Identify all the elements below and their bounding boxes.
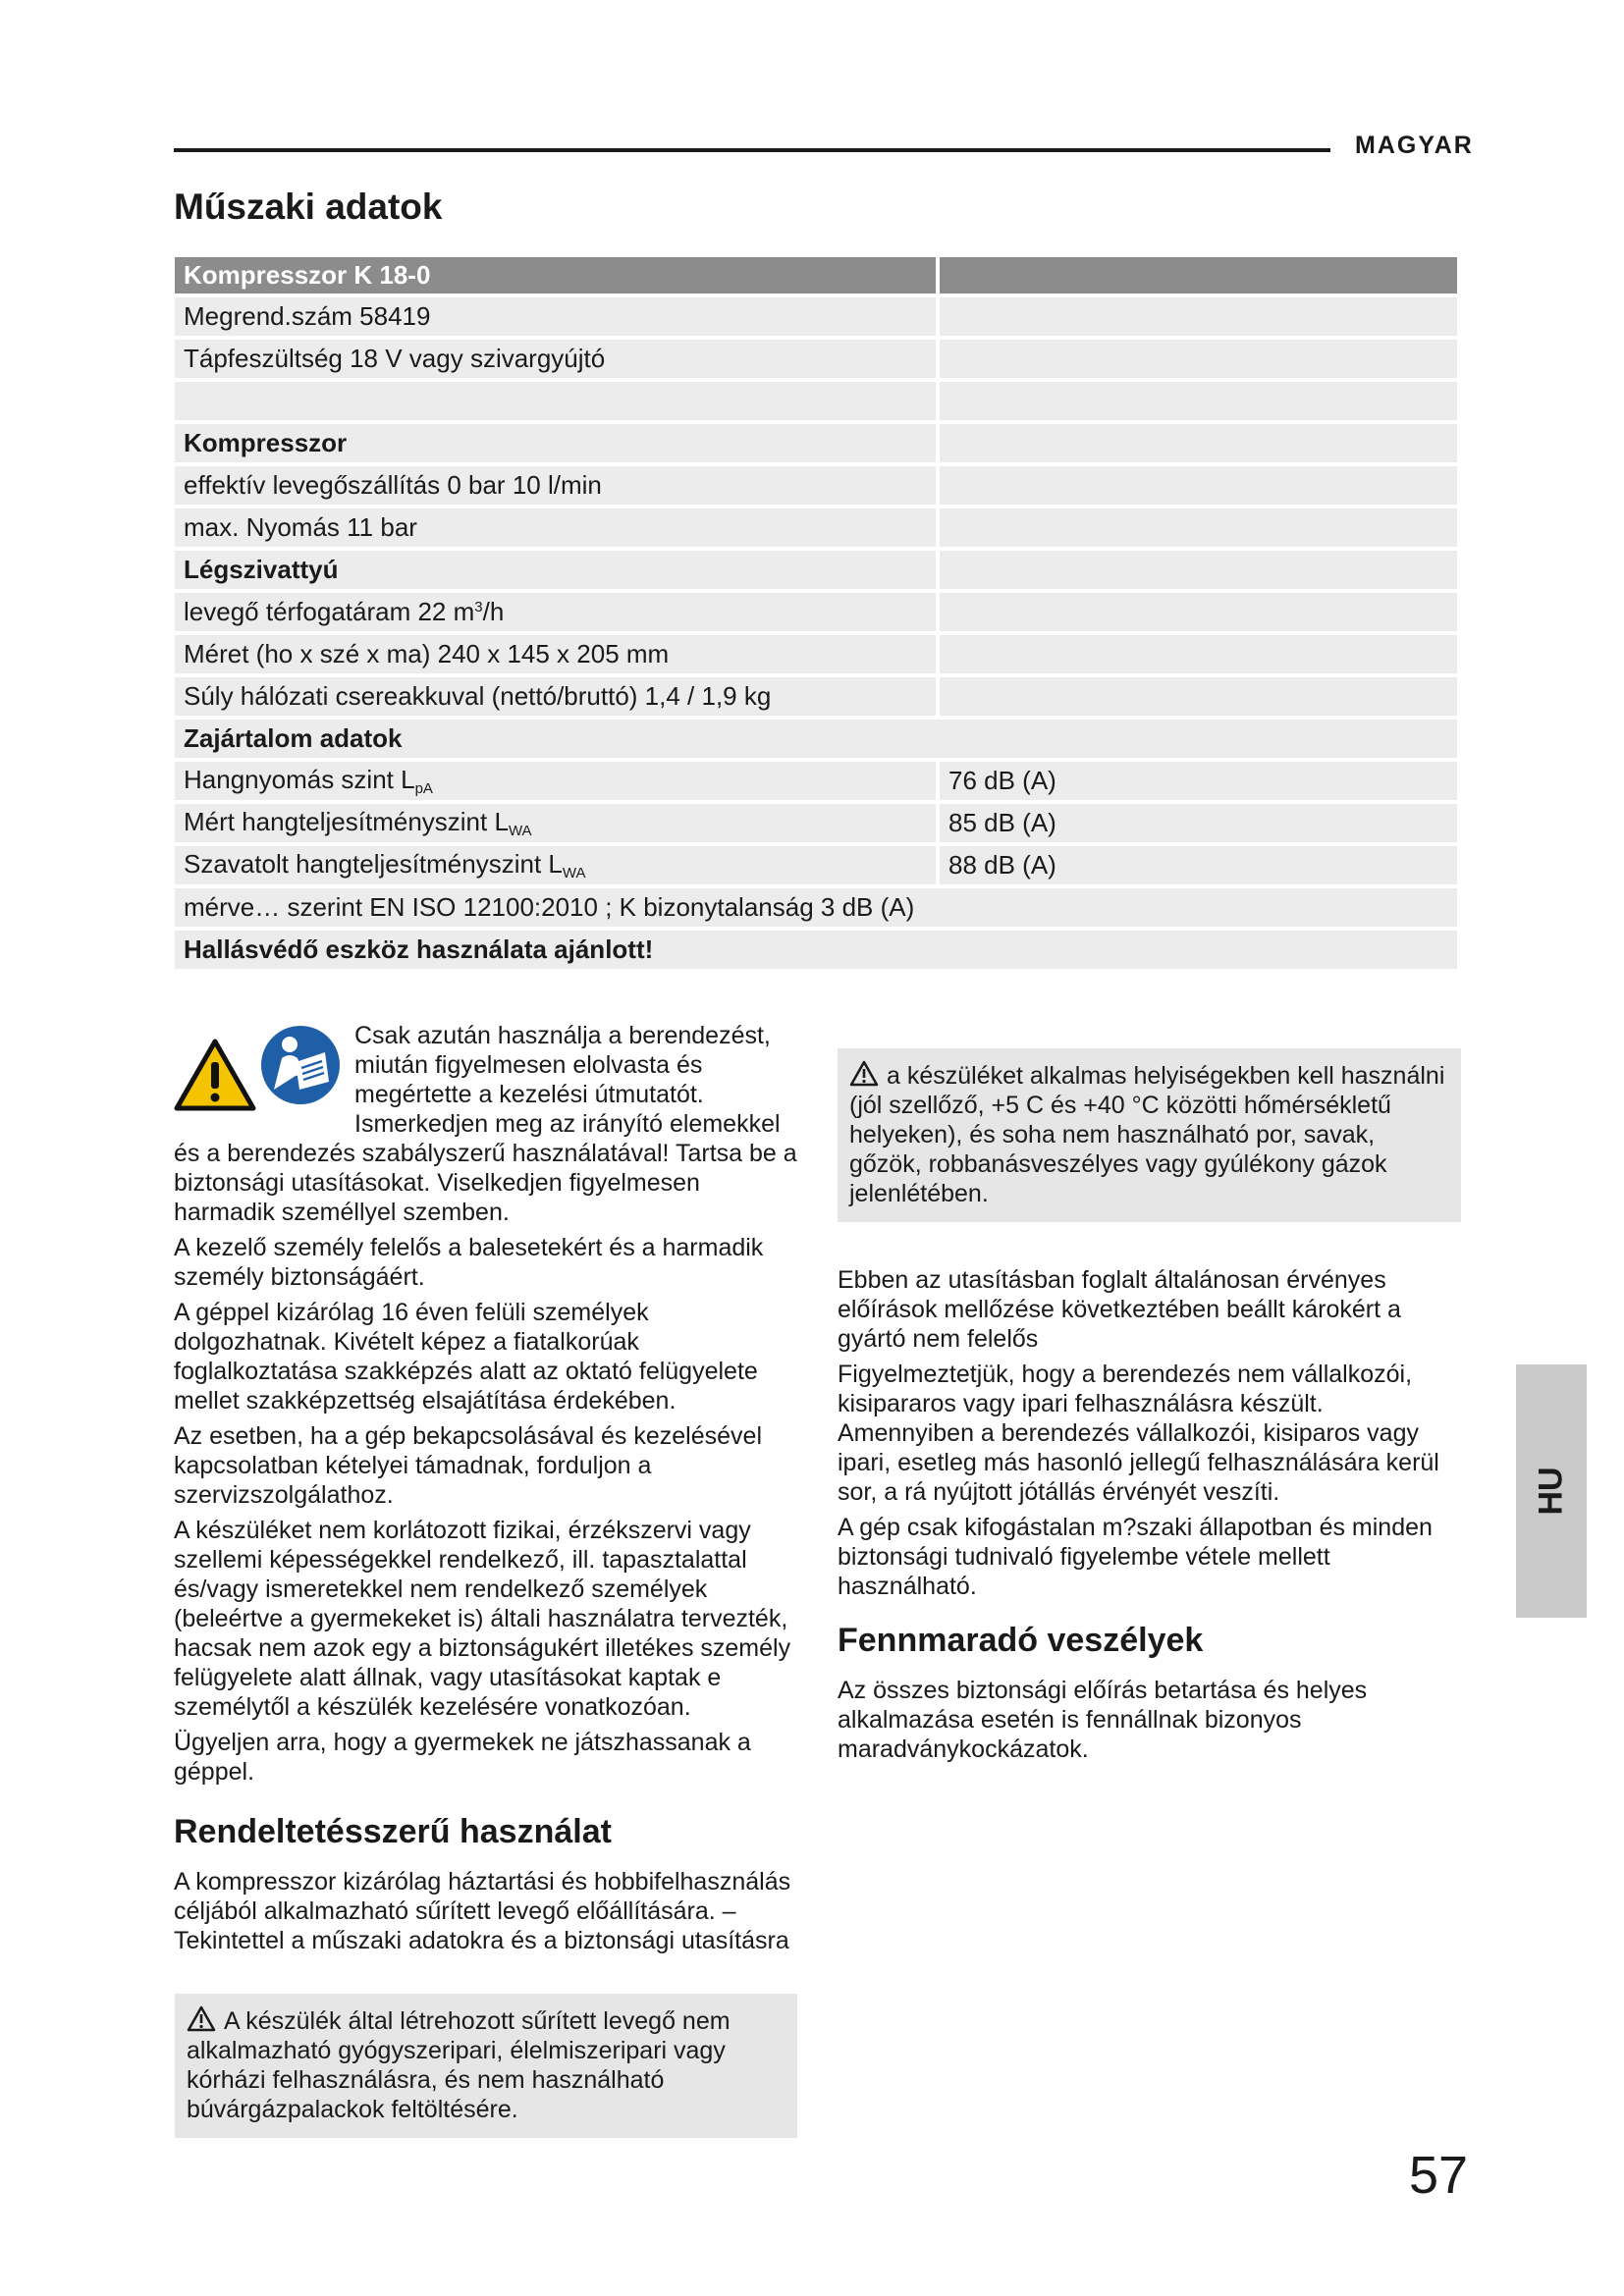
- spec-value: [940, 340, 1457, 378]
- spec-table-header: [175, 257, 1457, 294]
- spec-label: [175, 382, 940, 420]
- spec-value: 76 dB (A): [940, 762, 1457, 800]
- left-column: [174, 1021, 797, 1961]
- warning-box-right: [838, 1048, 1461, 1222]
- warning-box-left: [175, 1994, 797, 2138]
- spec-header-label: Kompresszor K 18-0: [175, 257, 940, 294]
- table-row: [175, 466, 1457, 505]
- spec-label-subscript: pA: [414, 780, 433, 797]
- spec-value: 88 dB (A): [940, 846, 1457, 884]
- spec-value: [940, 551, 1457, 589]
- spec-label-text: Hangnyomás szint L: [184, 765, 415, 794]
- spec-label-subscript: WA: [508, 823, 532, 839]
- table-row: [175, 888, 1457, 927]
- spec-value: [940, 635, 1457, 673]
- table-row: [175, 635, 1457, 673]
- section-title-residual-risks: Fennmaradó veszélyek: [838, 1622, 1204, 1659]
- spec-label: [175, 593, 940, 631]
- table-row: [175, 677, 1457, 716]
- spec-label-unit: /h: [482, 597, 505, 626]
- spec-label-text: Mért hangteljesítményszint L: [184, 807, 509, 836]
- paragraph: Ügyeljen arra, hogy a gyermekek ne játszhassanak a géppel.: [174, 1729, 751, 1786]
- paragraph: Az esetben, ha a gép bekapcsolásával és kezelésével kapcsolatban kételyei támadnak, forduljon a szervizszolgálathoz.: [174, 1422, 762, 1509]
- right-column: [838, 1048, 1461, 1770]
- spec-value: [940, 297, 1457, 336]
- table-row: [175, 551, 1457, 589]
- spec-section-label: Zajártalom adatok: [175, 720, 1457, 758]
- spec-label-subscript: WA: [562, 865, 586, 881]
- table-row: [175, 846, 1457, 884]
- spec-section-label: Légszivattyú: [175, 551, 940, 589]
- spec-value: [940, 677, 1457, 716]
- paragraph: A gép csak kifogástalan m?szaki állapotban és minden biztonsági tudnivaló figyelembe vétele mellett használható.: [838, 1514, 1433, 1600]
- table-row: [175, 762, 1457, 800]
- spec-label: [175, 846, 940, 884]
- spec-value: [940, 508, 1457, 547]
- paragraph: Figyelmeztetjük, hogy a berendezés nem vállalkozói, kisipararos vagy ipari felhasználásra készült. Amennyiben a berendezés vállalkozói, kisiparos vagy ipari, esetleg más hasonló jellegű felhasználására kerül sor, a rá nyújtott jótállás érvényét veszíti.: [838, 1361, 1439, 1506]
- spec-label: [175, 762, 940, 800]
- table-row: [175, 720, 1457, 758]
- spec-label: max. Nyomás 11 bar: [175, 508, 940, 547]
- spec-value: [940, 424, 1457, 462]
- spec-label-text: levegő térfogatáram 22 m: [184, 597, 475, 626]
- page-number: 57: [1409, 2146, 1469, 2205]
- read-manual-icon: [260, 1025, 341, 1105]
- spec-value: [940, 466, 1457, 505]
- spec-value: 85 dB (A): [940, 804, 1457, 842]
- header-rule: [174, 148, 1330, 152]
- language-side-tab-label: HU: [1532, 1467, 1570, 1516]
- table-row: [175, 593, 1457, 631]
- section-title-intended-use: Rendeltetésszerű használat: [174, 1813, 612, 1850]
- spec-note: mérve… szerint EN ISO 12100:2010 ; K bizonytalanság 3 dB (A): [175, 888, 1457, 927]
- page-title: Műszaki adatok: [174, 187, 443, 227]
- spec-header-empty: [940, 257, 1457, 294]
- paragraph: A kezelő személy felelős a balesetekért és a harmadik személy biztonságáért.: [174, 1234, 764, 1291]
- spec-label-text: Szavatolt hangteljesítményszint L: [184, 849, 563, 879]
- spec-label: Megrend.szám 58419: [175, 297, 940, 336]
- spec-label: effektív levegőszállítás 0 bar 10 l/min: [175, 466, 940, 505]
- paragraph: A kompresszor kizárólag háztartási és hobbifelhasználás céljából alkalmazható sűrített levegő előállítására. – Tekintettel a műszaki adatokra és a biztonsági utasításra: [174, 1868, 791, 1954]
- paragraph: Az összes biztonsági előírás betartása és helyes alkalmazása esetén is fennállnak bizonyos maradványkockázatok.: [838, 1677, 1368, 1763]
- spec-label: Súly hálózati csereakkuval (nettó/bruttó) 1,4 / 1,9 kg: [175, 677, 940, 716]
- spec-label: Tápfeszültség 18 V vagy szivargyújtó: [175, 340, 940, 378]
- paragraph: A géppel kizárólag 16 éven felüli személyek dolgozhatnak. Kivételt képez a fiatalkorúak foglalkoztatása szakképzés alatt az oktató felügyelete mellet szakképzettség elsajátítása érdekében.: [174, 1299, 758, 1415]
- spec-label-superscript: 3: [474, 599, 483, 615]
- paragraph: Ebben az utasításban foglalt általánosan érvényes előírások mellőzése következtében beállt károkért a gyártó nem felelős: [838, 1266, 1401, 1353]
- language-side-tab: [1516, 1364, 1587, 1618]
- warning-text: a készüléket alkalmas helyiségekben kell használni (jól szellőző, +5 C és +40 °C közötti hőmérsékletű helyeken), és soha nem használható por, savak, gőzök, robbanásveszélyes vagy gyúlékony gázok jelenlétében.: [849, 1062, 1445, 1207]
- warning-icon: [849, 1060, 879, 1087]
- warning-triangle-icon: [174, 1039, 256, 1111]
- spec-value: [940, 593, 1457, 631]
- spec-label: Méret (ho x szé x ma) 240 x 145 x 205 mm: [175, 635, 940, 673]
- language-label: MAGYAR: [1355, 132, 1474, 159]
- spec-label: [175, 804, 940, 842]
- table-row: [175, 382, 1457, 420]
- spec-hearing-note: Hallásvédő eszköz használata ajánlott!: [175, 931, 1457, 969]
- intro-text: Csak azután használja a berendezést, miután figyelmesen elolvasta és megértette a kezelési útmutatót. Ismerkedjen meg az irányító elemekkel és a berendezés szabályszerű használatával! Tartsa be a biztonsági utasításokat. Viselkedjen figyelmesen harmadik személlyel szemben.: [174, 1022, 797, 1226]
- table-row: [175, 340, 1457, 378]
- spec-table: [175, 253, 1457, 973]
- safety-icons: [174, 1025, 351, 1121]
- warning-text: A készülék által létrehozott sűrített levegő nem alkalmazható gyógyszeripari, élelmiszeripari vagy kórházi felhasználásra, és nem használható búvárgázpalackok feltöltésére.: [187, 2007, 731, 2123]
- table-row: [175, 508, 1457, 547]
- table-row: [175, 804, 1457, 842]
- table-row: [175, 424, 1457, 462]
- spec-section-label: Kompresszor: [175, 424, 940, 462]
- table-row: [175, 297, 1457, 336]
- paragraph: A készüléket nem korlátozott fizikai, érzékszervi vagy szellemi képességekkel rendelkező, ill. tapasztalattal és/vagy ismeretekkel nem rendelkező személyek (beleértve a gyermekeket is) általi használatra tervezték, hacsak nem azok egy a biztonságukért illetékes személy felügyelete alatt állnak, vagy utasításokat kaptak e személytől a készülék kezelésére vonatkozóan.: [174, 1517, 791, 1721]
- spec-value: [940, 382, 1457, 420]
- warning-icon: [187, 2005, 216, 2032]
- table-row: [175, 931, 1457, 969]
